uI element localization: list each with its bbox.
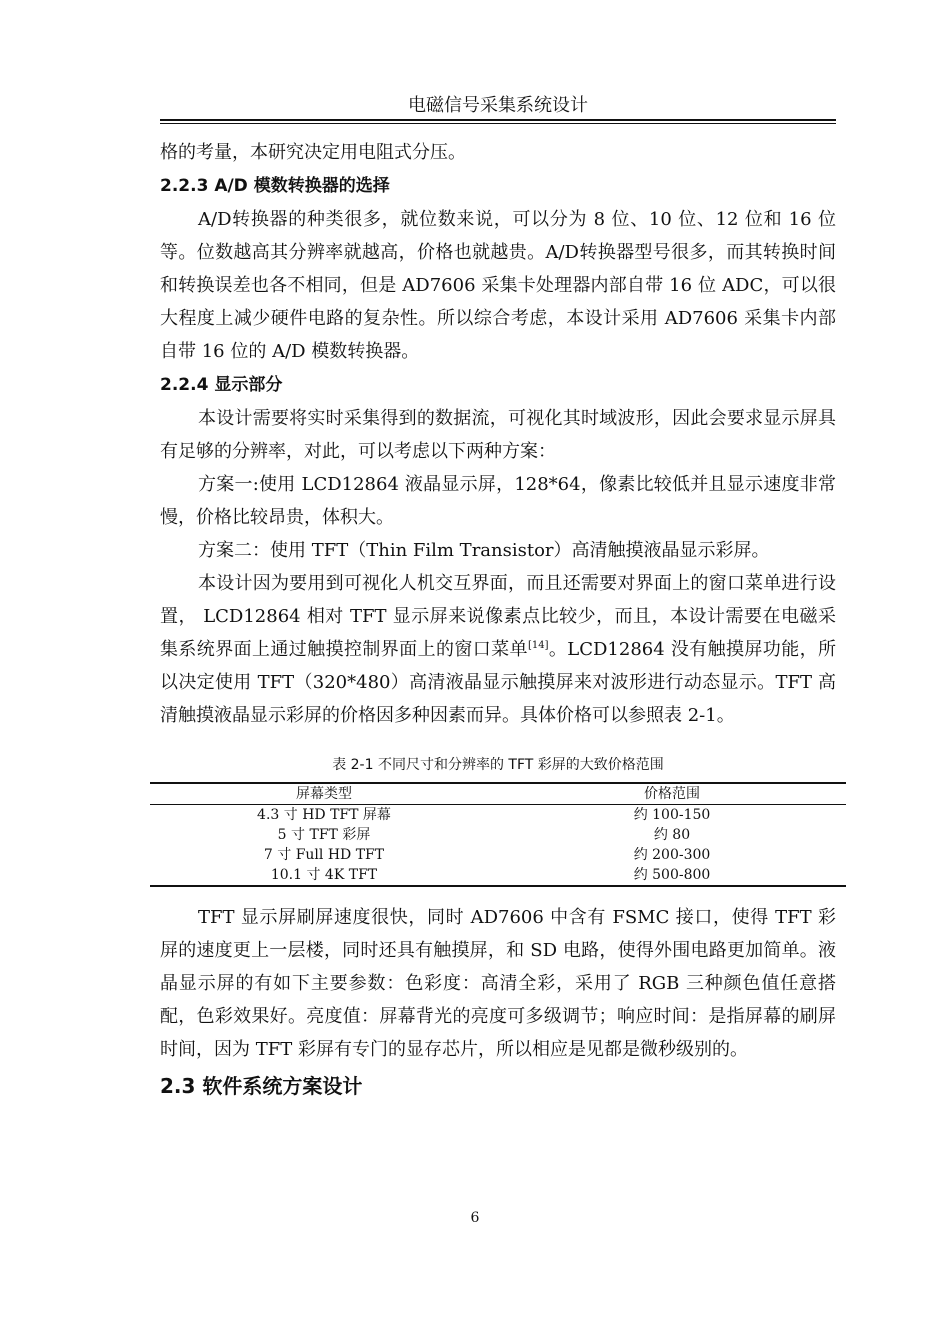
table-cell: 约 500-800 bbox=[498, 865, 846, 886]
running-header: 电磁信号采集系统设计 bbox=[408, 95, 588, 116]
header-rule-thin bbox=[160, 123, 836, 124]
table-header-row bbox=[150, 783, 846, 805]
decision-text-a: 本设计因为要用到可视化人机交互界面，而且还需要对界面上的窗口菜单进行设置， LCD12864 相对 TFT 显示屏来说像素点比较少，而且，本设计需要在电磁采集系统界面上通过触摸控制界面上的窗口菜单 bbox=[160, 573, 836, 660]
paragraph-decision bbox=[160, 567, 836, 732]
table-cell: 5 寸 TFT 彩屏 bbox=[277, 827, 371, 843]
decision-text-b: 。LCD12864 没有触摸屏功能，所以决定使用 TFT（320*480）高清液晶显示触摸屏来对波形进行动态显示。TFT 高清触摸液晶显示彩屏的价格因多种因素而异。具体价格可以参照表 2-1。 bbox=[160, 639, 836, 726]
table-cell: 7 寸 Full HD TFT bbox=[263, 847, 385, 863]
table-row bbox=[150, 805, 846, 826]
section-heading-2-2-3: 2.2.3 A/D 模数转换器的选择 bbox=[160, 176, 390, 196]
table-row bbox=[150, 865, 846, 886]
table-cell: 约 80 bbox=[653, 827, 691, 843]
table-row bbox=[150, 825, 846, 845]
table-cell: 4.3 寸 HD TFT 屏幕 bbox=[257, 807, 391, 823]
table-cell: 约 200-300 bbox=[633, 847, 711, 863]
body-content bbox=[160, 136, 836, 1106]
section-heading-2-2-4: 2.2.4 显示部分 bbox=[160, 375, 283, 395]
paragraph-continued: 格的考量，本研究决定用电阻式分压。 bbox=[160, 142, 466, 163]
page-number: 6 bbox=[470, 1210, 480, 1226]
table-caption: 表 2-1 不同尺寸和分辨率的 TFT 彩屏的大致价格范围 bbox=[332, 757, 664, 773]
citation-ref: [14] bbox=[527, 640, 549, 651]
table-header-cell: 屏幕类型 bbox=[150, 783, 498, 805]
paragraph-tft-details: TFT 显示屏刷屏速度很快，同时 AD7606 中含有 FSMC 接口，使得 TFT 彩屏的速度更上一层楼，同时还具有触摸屏，和 SD 电路，使得外围电路更加简单。液晶显示屏的有如下主要参数：色彩度：高清全彩，采用了 RGB 三种颜色值任意搭配，色彩效果好。亮度值：屏幕背光的亮度可多级调节；响应时间：是指屏幕的刷屏时间，因为 TFT 彩屏有专门的显存芯片，所以相应是见都是微秒级别的。 bbox=[160, 907, 836, 1060]
paragraph-adc: A/D转换器的种类很多，就位数来说，可以分为 8 位、10 位、12 位和 16 位等。位数越高其分辨率就越高，价格也就越贵。A/D转换器型号很多，而其转换时间和转换误差也各不相同，但是 AD7606 采集卡处理器内部自带 16 位 ADC，可以很大程度上减少硬件电路的复杂性。所以综合考虑，本设计采用 AD7606 采集卡内部自带 16 位的 A/D 模数转换器。 bbox=[160, 209, 836, 362]
table-cell: 10.1 寸 4K TFT bbox=[150, 865, 498, 886]
paragraph-option-one: 方案一:使用 LCD12864 液晶显示屏，128*64，像素比较低并且显示速度非常慢，价格比较昂贵，体积大。 bbox=[160, 474, 836, 528]
table-row bbox=[150, 845, 846, 865]
table-header-cell: 价格范围 bbox=[498, 783, 846, 805]
header-rule-thick bbox=[160, 119, 836, 121]
section-heading-2-3: 2.3 软件系统方案设计 bbox=[160, 1074, 363, 1098]
table-cell: 约 100-150 bbox=[633, 807, 711, 823]
paragraph-display-intro: 本设计需要将实时采集得到的数据流，可视化其时域波形，因此会要求显示屏具有足够的分辨率，对此，可以考虑以下两种方案： bbox=[160, 408, 836, 462]
paragraph-option-two: 方案二：使用 TFT（Thin Film Transistor）高清触摸液晶显示彩屏。 bbox=[198, 540, 770, 561]
price-table bbox=[150, 782, 846, 887]
